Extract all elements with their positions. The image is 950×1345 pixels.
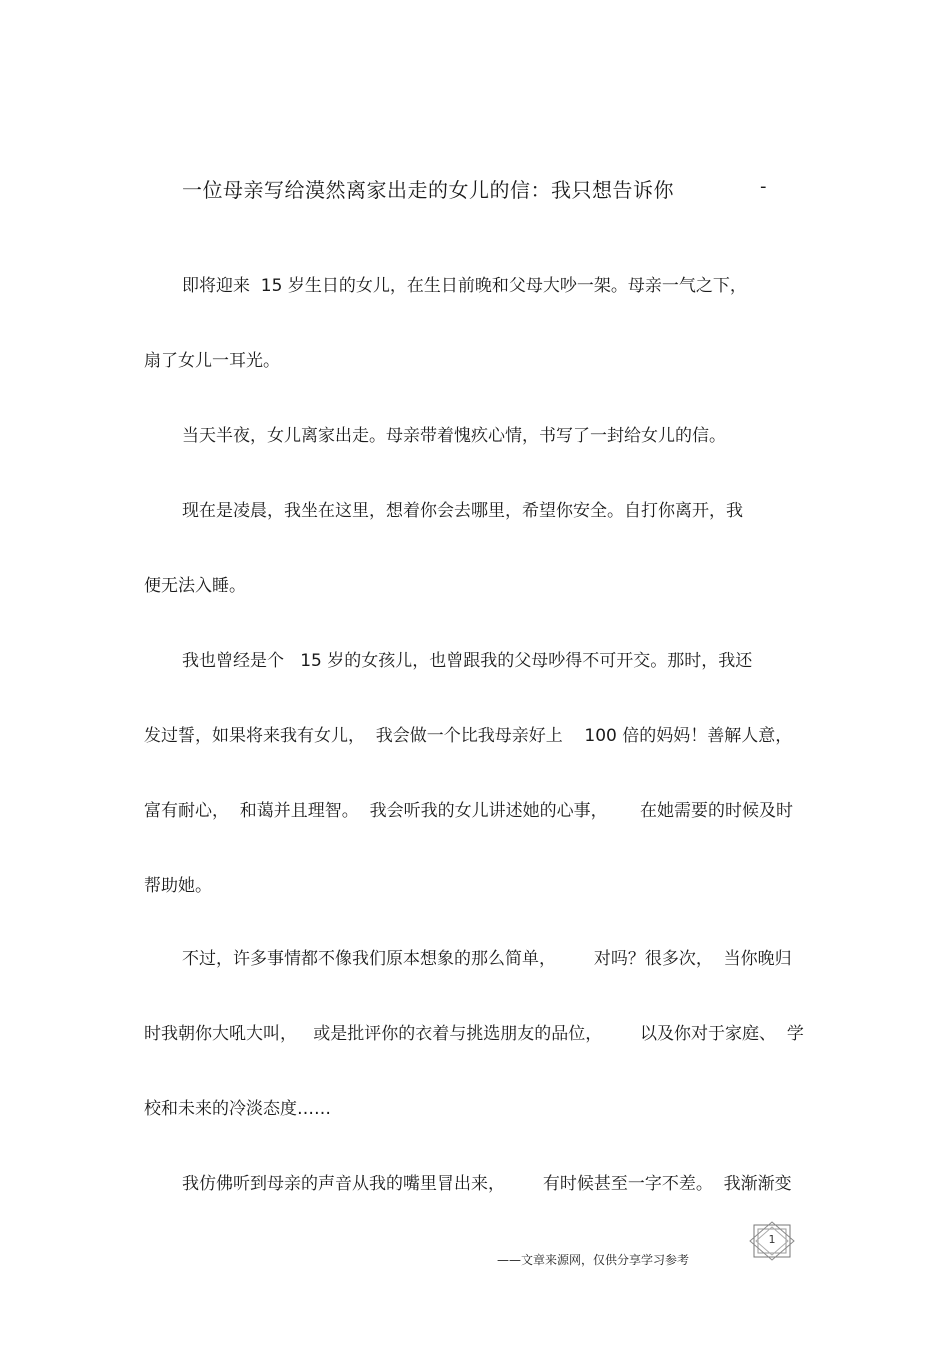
paragraph-line: 即将迎来 15 岁生日的女儿，在生日前晚和父母大吵一架。母亲一气之下， xyxy=(182,276,747,296)
paragraph-line: 帮助她。 xyxy=(144,876,212,896)
paragraph-line: 我仿佛听到母亲的声音从我的嘴里冒出来， 有时候甚至一字不差。 我渐渐变 xyxy=(182,1174,792,1194)
paragraph-line: 扇了女儿一耳光。 xyxy=(144,351,280,371)
paragraph-line: 现在是凌晨，我坐在这里，想着你会去哪里，希望你安全。自打你离开，我 xyxy=(182,501,743,521)
paragraph-line: 发过誓，如果将来我有女儿， 我会做一个比我母亲好上 100 倍的妈妈！善解人意， xyxy=(144,726,793,746)
paragraph-line: 时我朝你大吼大叫， 或是批评你的衣着与挑选朋友的品位， 以及你对于家庭、 学 xyxy=(144,1024,804,1044)
page-number-badge xyxy=(748,1221,796,1261)
paragraph-line: 当天半夜，女儿离家出走。母亲带着愧疚心情，书写了一封给女儿的信。 xyxy=(182,426,726,446)
paragraph-line: 不过，许多事情都不像我们原本想象的那么简单， 对吗？很多次， 当你晚归 xyxy=(182,949,792,969)
paragraph-line: 我也曾经是个 15 岁的女孩儿，也曾跟我的父母吵得不可开交。那时，我还 xyxy=(182,651,753,671)
paragraph-line: 富有耐心， 和蔼并且理智。 我会听我的女儿讲述她的心事， 在她需要的时候及时 xyxy=(144,801,794,821)
document-title: 一位母亲写给漠然离家出走的女儿的信：我只想告诉你 xyxy=(182,178,674,202)
title-suffix: - xyxy=(760,176,767,197)
footer-source-note: ——文章来源网，仅供分享学习参考 xyxy=(497,1253,690,1267)
page-number: 1 xyxy=(768,1233,776,1246)
paragraph-line: 便无法入睡。 xyxy=(144,576,246,596)
paragraph-line: 校和未来的冷淡态度…… xyxy=(144,1099,331,1119)
